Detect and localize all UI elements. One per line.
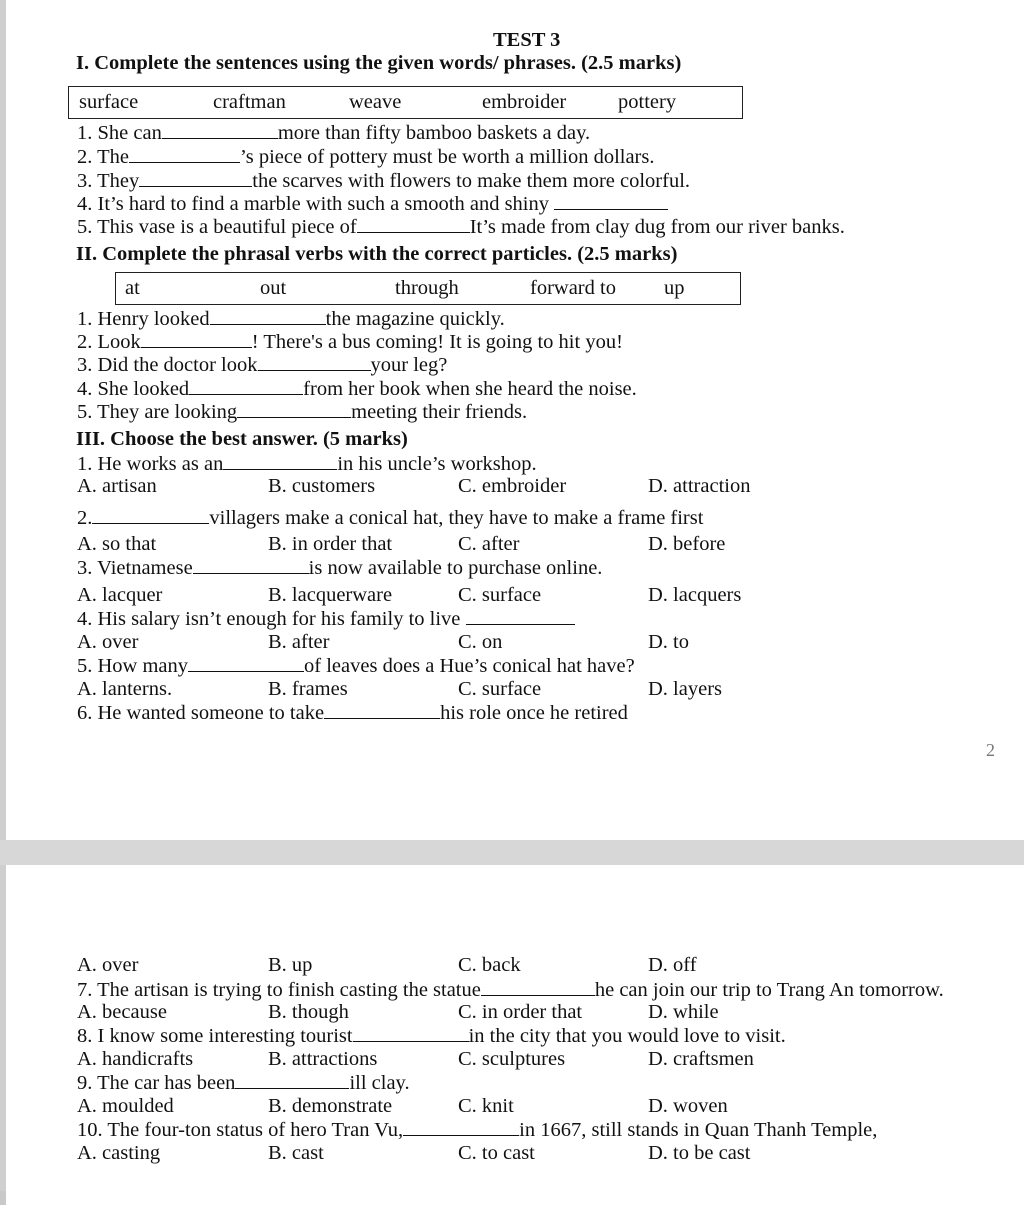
question-7: 7. The artisan is trying to finish casting the statue he can join our trip to Trang An tomorrow. xyxy=(77,979,944,1001)
option-d[interactable]: D. attraction xyxy=(648,475,751,497)
word-box-item: surface xyxy=(79,91,139,113)
section-1-item: 5. This vase is a beautiful piece of It’s made from clay dug from our river banks. xyxy=(77,216,845,238)
option-d[interactable]: D. craftsmen xyxy=(648,1048,754,1070)
question-4: 4. His salary isn’t enough for his family to live xyxy=(77,607,575,631)
answer-blank[interactable] xyxy=(92,506,209,524)
answer-blank[interactable] xyxy=(210,307,326,325)
option-b[interactable]: B. up xyxy=(268,954,313,976)
option-c[interactable]: C. in order that xyxy=(458,1001,583,1023)
option-b[interactable]: B. demonstrate xyxy=(268,1095,393,1117)
word-box-item: up xyxy=(664,277,685,299)
word-box-item: weave xyxy=(349,91,402,113)
option-b[interactable]: B. though xyxy=(268,1001,349,1023)
option-b[interactable]: B. frames xyxy=(268,678,348,700)
option-d[interactable]: D. layers xyxy=(648,678,723,700)
section-2-item: 5. They are looking meeting their friends. xyxy=(77,401,528,423)
answer-blank[interactable] xyxy=(189,377,303,395)
word-box-item: craftman xyxy=(213,91,286,113)
section-1-item: 3. They the scarves with flowers to make them more colorful. xyxy=(77,170,691,192)
question-3: 3. Vietnamese is now available to purchase online. xyxy=(77,557,603,579)
option-d[interactable]: D. before xyxy=(648,533,726,555)
option-c[interactable]: C. on xyxy=(458,631,503,653)
option-c[interactable]: C. sculptures xyxy=(458,1048,566,1070)
answer-blank[interactable] xyxy=(223,452,337,470)
section-2-item: 2. Look ! There's a bus coming! It is going to hit you! xyxy=(77,331,623,353)
answer-blank[interactable] xyxy=(466,607,575,625)
answer-blank[interactable] xyxy=(139,169,252,187)
section-2-heading: II. Complete the phrasal verbs with the correct particles. (2.5 marks) xyxy=(76,243,678,265)
answer-blank[interactable] xyxy=(357,215,470,233)
answer-blank[interactable] xyxy=(554,192,668,210)
page-gap xyxy=(0,840,1024,865)
option-b[interactable]: B. lacquerware xyxy=(268,584,393,606)
answer-blank[interactable] xyxy=(188,654,304,672)
page-number: 2 xyxy=(986,740,995,760)
option-a[interactable]: A. so that xyxy=(77,533,157,555)
option-c[interactable]: C. back xyxy=(458,954,521,976)
answer-blank[interactable] xyxy=(162,121,278,139)
option-a[interactable]: A. moulded xyxy=(77,1095,174,1117)
question-5: 5. How many of leaves does a Hue’s conical hat have? xyxy=(77,655,635,677)
answer-blank[interactable] xyxy=(237,400,351,418)
option-d[interactable]: D. to xyxy=(648,631,689,653)
answer-blank[interactable] xyxy=(258,353,371,371)
answer-blank[interactable] xyxy=(129,145,240,163)
option-b[interactable]: B. cast xyxy=(268,1142,324,1164)
option-d[interactable]: D. while xyxy=(648,1001,719,1023)
section-1-item: 4. It’s hard to find a marble with such a smooth and shiny xyxy=(77,192,668,216)
option-d[interactable]: D. woven xyxy=(648,1095,728,1117)
question-8: 8. I know some interesting tourist in the city that you would love to visit. xyxy=(77,1025,786,1047)
answer-blank[interactable] xyxy=(193,556,309,574)
word-box-item: at xyxy=(125,277,140,299)
section-2-item: 3. Did the doctor look your leg? xyxy=(77,354,448,376)
section-1-word-box xyxy=(68,86,743,119)
answer-blank[interactable] xyxy=(235,1071,349,1089)
option-a[interactable]: A. over xyxy=(77,631,139,653)
question-9: 9. The car has been ill clay. xyxy=(77,1072,410,1094)
section-2-word-box xyxy=(115,272,741,305)
answer-blank[interactable] xyxy=(141,330,252,348)
option-d[interactable]: D. lacquers xyxy=(648,584,742,606)
option-d[interactable]: D. off xyxy=(648,954,697,976)
section-2-item: 1. Henry looked the magazine quickly. xyxy=(77,308,505,330)
option-d[interactable]: D. to be cast xyxy=(648,1142,751,1164)
word-box-item: embroider xyxy=(482,91,567,113)
question-6: 6. He wanted someone to take his role once he retired xyxy=(77,702,628,724)
answer-blank[interactable] xyxy=(481,978,595,996)
option-a[interactable]: A. over xyxy=(77,954,139,976)
option-a[interactable]: A. lacquer xyxy=(77,584,163,606)
test-title: TEST 3 xyxy=(493,29,561,51)
section-2-item: 4. She looked from her book when she heard the noise. xyxy=(77,378,637,400)
option-c[interactable]: C. after xyxy=(458,533,520,555)
answer-blank[interactable] xyxy=(324,701,440,719)
option-b[interactable]: B. customers xyxy=(268,475,376,497)
section-1-heading: I. Complete the sentences using the given words/ phrases. (2.5 marks) xyxy=(76,52,682,74)
option-c[interactable]: C. surface xyxy=(458,584,542,606)
option-c[interactable]: C. surface xyxy=(458,678,542,700)
option-a[interactable]: A. casting xyxy=(77,1142,161,1164)
section-3-heading: III. Choose the best answer. (5 marks) xyxy=(76,428,408,450)
word-box-item: forward to xyxy=(530,277,616,299)
answer-blank[interactable] xyxy=(353,1024,469,1042)
option-a[interactable]: A. lanterns. xyxy=(77,678,173,700)
section-1-item: 2. The ’s piece of pottery must be worth a million dollars. xyxy=(77,146,655,168)
option-b[interactable]: B. after xyxy=(268,631,330,653)
section-1-item: 1. She can more than fifty bamboo baskets a day. xyxy=(77,122,591,144)
question-10: 10. The four-ton status of hero Tran Vu, in 1667, still stands in Quan Thanh Temple, xyxy=(77,1119,878,1141)
option-a[interactable]: A. handicrafts xyxy=(77,1048,194,1070)
option-c[interactable]: C. to cast xyxy=(458,1142,535,1164)
option-b[interactable]: B. attractions xyxy=(268,1048,378,1070)
option-a[interactable]: A. because xyxy=(77,1001,167,1023)
question-1: 1. He works as an in his uncle’s workshop. xyxy=(77,453,537,475)
question-2: 2. villagers make a conical hat, they have to make a frame first xyxy=(77,507,704,529)
option-a[interactable]: A. artisan xyxy=(77,475,157,497)
option-b[interactable]: B. in order that xyxy=(268,533,393,555)
word-box-item: through xyxy=(395,277,459,299)
word-box-item: pottery xyxy=(618,91,677,113)
answer-blank[interactable] xyxy=(403,1118,519,1136)
option-c[interactable]: C. knit xyxy=(458,1095,514,1117)
word-box-item: out xyxy=(260,277,287,299)
option-c[interactable]: C. embroider xyxy=(458,475,567,497)
